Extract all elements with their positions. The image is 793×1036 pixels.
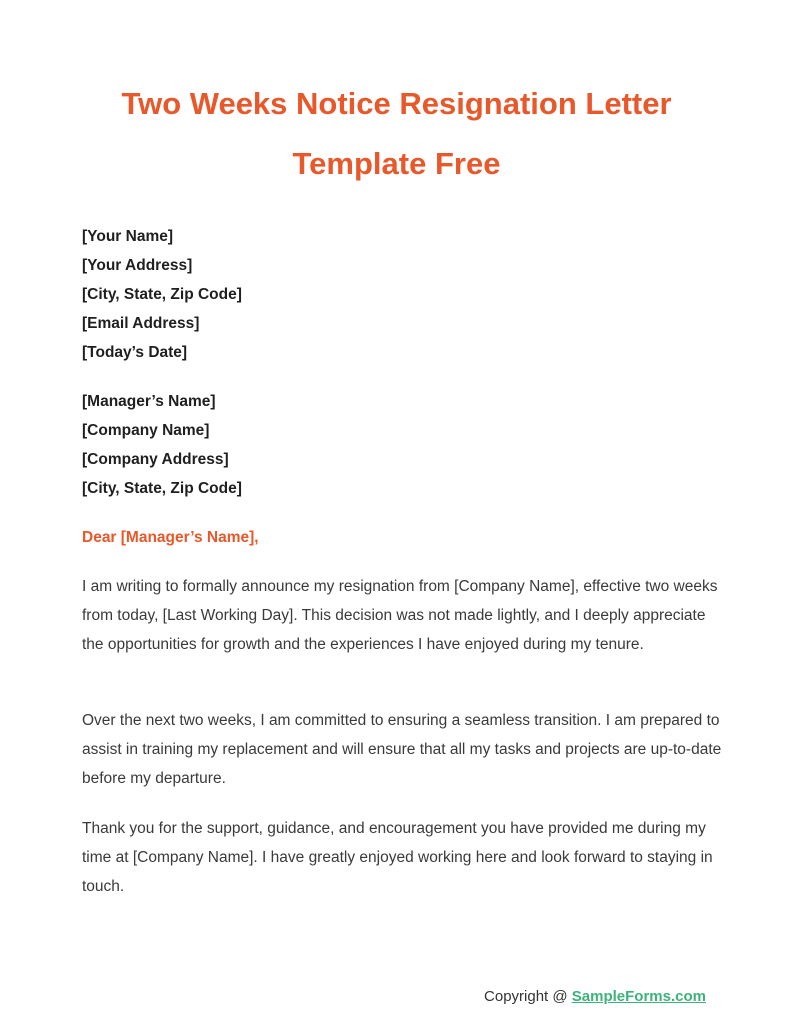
- sender-email: [Email Address]: [82, 315, 200, 332]
- recipient-address-block: [82, 387, 242, 503]
- copyright-prefix: Copyright @: [484, 988, 572, 1005]
- salutation: Dear [Manager’s Name],: [82, 529, 259, 546]
- sender-address: [Your Address]: [82, 257, 193, 274]
- sender-city-state-zip: [City, State, Zip Code]: [82, 286, 242, 303]
- title-line-1: Two Weeks Notice Resignation Letter: [121, 86, 672, 121]
- page-title: [0, 74, 793, 194]
- title-line-2: Template Free: [292, 146, 501, 181]
- copyright-footer: [484, 983, 706, 1011]
- sender-date: [Today’s Date]: [82, 344, 188, 361]
- recipient-manager-name: [Manager’s Name]: [82, 393, 216, 410]
- recipient-city-state-zip: [City, State, Zip Code]: [82, 480, 242, 497]
- recipient-company-address: [Company Address]: [82, 451, 229, 468]
- body-paragraph-1: I am writing to formally announce my resignation from [Company Name], effective two weeks from today, [Last Working Day]. This decision was not made lightly, and I deeply appreciate the opportunities for growth and the experiences I have enjoyed during my tenure.: [82, 578, 718, 653]
- body-paragraph-2: Over the next two weeks, I am committed to ensuring a seamless transition. I am prepared to assist in training my replacement and will ensure that all my tasks and projects are up-to-date before my departure.: [82, 712, 722, 787]
- body-paragraph-3: Thank you for the support, guidance, and encouragement you have provided me during my time at [Company Name]. I have greatly enjoyed working here and look forward to staying in touch.: [82, 820, 713, 895]
- sender-name: [Your Name]: [82, 228, 174, 245]
- brand-link[interactable]: SampleForms.com: [571, 988, 706, 1005]
- sender-address-block: [82, 222, 242, 367]
- recipient-company-name: [Company Name]: [82, 422, 210, 439]
